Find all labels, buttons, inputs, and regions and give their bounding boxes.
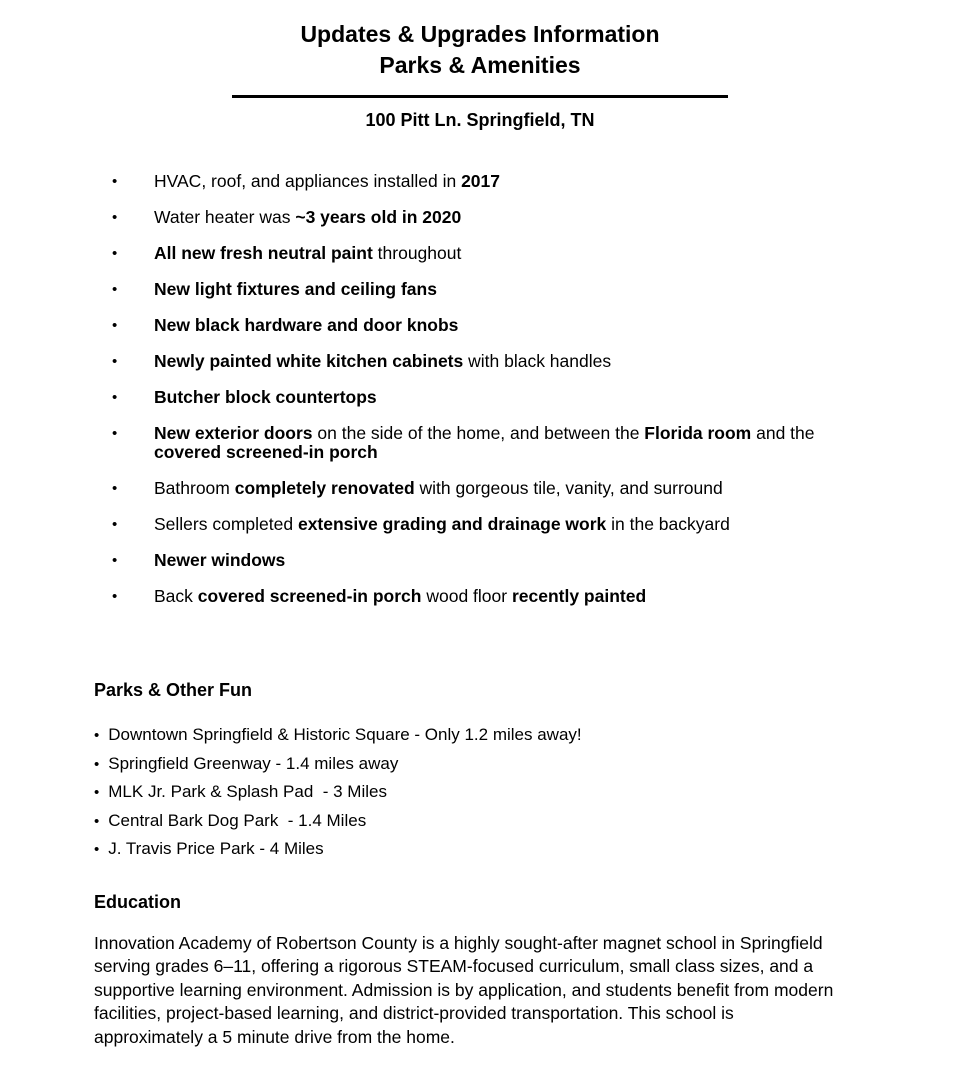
list-item-text bbox=[154, 244, 461, 263]
education-section bbox=[94, 892, 866, 1050]
text-segment: HVAC, roof, and appliances installed in bbox=[154, 171, 462, 191]
education-paragraph: Innovation Academy of Robertson County is a highly sought-after magnet school in Springfield serving grades 6–11, offering a rigorous STEAM-focused curriculum, small class sizes, and a supportive learning environment. Admission is by application, and students benefit from modern facilities, project-based learning, and district-provided transportation. This school is approximately a 5 minute drive from the home. bbox=[94, 932, 834, 1047]
text-segment: on the side of the home, and between the bbox=[312, 423, 645, 443]
text-segment: Sellers completed bbox=[154, 514, 298, 534]
bold-text-segment: Newly painted white kitchen cabinets bbox=[154, 351, 464, 371]
text-segment: and the bbox=[751, 423, 815, 443]
bullet-icon: • bbox=[112, 389, 118, 406]
list-item-text: Central Bark Dog Park - 1.4 Miles bbox=[108, 810, 367, 830]
bold-text-segment: New black hardware and door knobs bbox=[154, 315, 459, 335]
bullet-icon: • bbox=[112, 516, 118, 533]
list-item bbox=[112, 316, 960, 335]
list-item bbox=[112, 172, 960, 191]
document-header bbox=[0, 0, 960, 131]
list-item-text: MLK Jr. Park & Splash Pad - 3 Miles bbox=[108, 782, 387, 801]
list-item bbox=[112, 551, 960, 570]
list-item-text bbox=[154, 479, 723, 498]
page-title-line-1: Updates & Upgrades Information bbox=[300, 21, 660, 47]
text-segment: with gorgeous tile, vanity, and surround bbox=[414, 478, 723, 498]
bold-text-segment: New light fixtures and ceiling fans bbox=[154, 279, 437, 299]
bullet-icon: • bbox=[112, 245, 118, 262]
list-item-text bbox=[154, 316, 458, 335]
list-item-text bbox=[154, 280, 437, 299]
text-segment: with black handles bbox=[463, 351, 612, 371]
bold-text-segment: 2017 bbox=[461, 171, 501, 191]
bold-text-segment: Newer windows bbox=[154, 550, 286, 570]
text-segment: wood floor bbox=[421, 586, 512, 606]
list-item-text: Downtown Springfield & Historic Square - Only 1.2 miles away! bbox=[108, 725, 582, 744]
bold-text-segment: covered screened-in porch bbox=[154, 442, 378, 462]
list-item-text bbox=[154, 352, 611, 371]
list-item-text bbox=[154, 587, 646, 606]
divider-rule bbox=[232, 95, 728, 98]
text-segment: in the backyard bbox=[606, 514, 730, 534]
bold-text-segment: Butcher block countertops bbox=[154, 387, 377, 407]
text-segment: Bathroom bbox=[154, 478, 235, 498]
page-title-line-2: Parks & Amenities bbox=[379, 52, 581, 78]
list-item bbox=[112, 352, 960, 371]
bullet-icon: • bbox=[112, 588, 118, 605]
list-item bbox=[112, 587, 960, 606]
bullet-icon: • bbox=[94, 727, 100, 744]
text-segment: Water heater was bbox=[154, 207, 296, 227]
list-item bbox=[94, 721, 866, 750]
parks-list bbox=[94, 721, 866, 864]
bold-text-segment: All new fresh neutral paint bbox=[154, 243, 373, 263]
bullet-icon: • bbox=[112, 281, 118, 298]
list-item-text: Springfield Greenway - 1.4 miles away bbox=[108, 753, 399, 773]
list-item-text bbox=[154, 388, 377, 407]
bold-text-segment: ~3 years old in 2020 bbox=[295, 207, 462, 227]
list-item bbox=[112, 424, 960, 462]
bold-text-segment: extensive grading and drainage work bbox=[297, 514, 607, 534]
list-item-text bbox=[154, 208, 461, 227]
bullet-icon: • bbox=[112, 209, 118, 226]
bold-text-segment: New exterior doors bbox=[154, 423, 313, 443]
list-item bbox=[94, 835, 866, 864]
list-item bbox=[112, 388, 960, 407]
bullet-icon: • bbox=[94, 812, 100, 830]
list-item-text bbox=[154, 551, 285, 570]
list-item-text bbox=[154, 172, 500, 191]
list-item-text bbox=[154, 424, 836, 462]
bold-text-segment: recently painted bbox=[511, 586, 647, 606]
bullet-icon: • bbox=[112, 317, 118, 334]
list-item bbox=[112, 479, 960, 498]
list-item bbox=[112, 515, 960, 534]
education-heading: Education bbox=[94, 891, 182, 912]
list-item bbox=[94, 807, 866, 836]
parks-heading: Parks & Other Fun bbox=[94, 680, 253, 700]
bold-text-segment: Florida room bbox=[644, 423, 752, 443]
text-segment: Back bbox=[154, 586, 198, 606]
list-item-text: J. Travis Price Park - 4 Miles bbox=[108, 839, 324, 858]
list-item bbox=[94, 750, 866, 779]
bullet-icon: • bbox=[112, 425, 118, 442]
text-segment: throughout bbox=[372, 243, 462, 263]
bullet-icon: • bbox=[112, 353, 118, 370]
list-item bbox=[112, 280, 960, 299]
upgrades-list bbox=[0, 172, 960, 606]
page-title bbox=[0, 19, 960, 81]
bullet-icon: • bbox=[112, 552, 118, 569]
bullet-icon: • bbox=[94, 755, 100, 773]
list-item bbox=[112, 208, 960, 227]
bold-text-segment: completely renovated bbox=[234, 478, 415, 498]
list-item-text bbox=[154, 515, 730, 534]
property-address: 100 Pitt Ln. Springfield, TN bbox=[365, 110, 595, 130]
bullet-icon: • bbox=[112, 173, 118, 190]
bold-text-segment: covered screened-in porch bbox=[197, 586, 422, 606]
list-item bbox=[112, 244, 960, 263]
parks-section bbox=[94, 680, 866, 864]
list-item bbox=[94, 778, 866, 807]
bullet-icon: • bbox=[94, 784, 100, 801]
bullet-icon: • bbox=[112, 480, 118, 497]
bullet-icon: • bbox=[94, 841, 100, 858]
